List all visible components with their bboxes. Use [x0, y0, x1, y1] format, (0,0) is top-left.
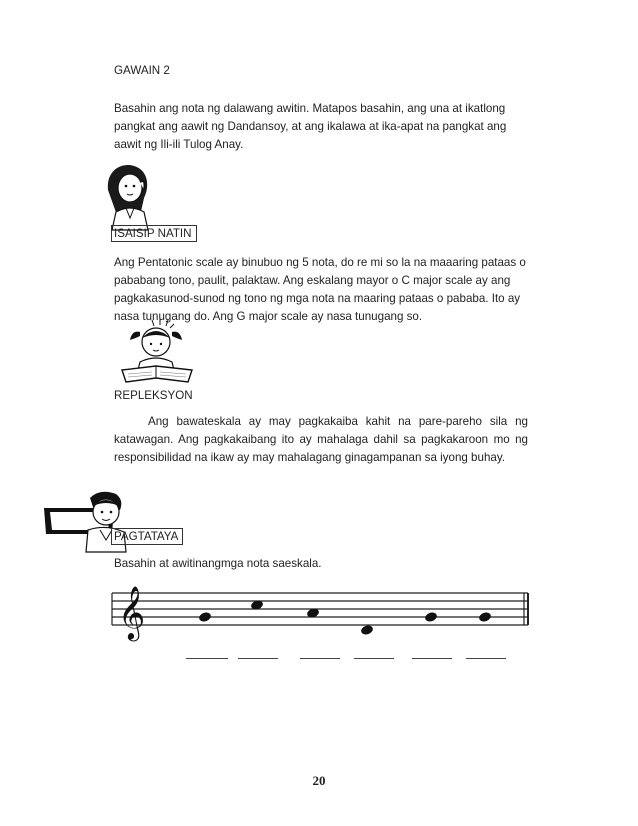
answer-blank-6[interactable]	[466, 658, 506, 659]
answer-blank-3[interactable]	[300, 658, 340, 659]
repleksyon-text: Ang bawateskala ay may pagkakaiba kahit na pare-pareho sila ng katawagan. Ang pagkakaibang ito ay mahalaga dahil sa pagkakaroon mo ng responsibilidad na ikaw ay may mahalagang ginagampanan sa iyong buhay.	[114, 415, 528, 464]
note-6	[478, 611, 492, 623]
answer-blank-5[interactable]	[412, 658, 452, 659]
music-staff	[112, 585, 532, 642]
page-number: 20	[312, 773, 326, 788]
gawain-title: GAWAIN 2	[114, 64, 170, 77]
treble-clef-icon: 𝄞	[118, 585, 146, 639]
answer-blank-2[interactable]	[238, 658, 278, 659]
isaisip-label: ISAISIP NATIN	[111, 225, 197, 242]
reading-girl-illustration	[118, 318, 196, 386]
answer-blank-4[interactable]	[354, 658, 394, 659]
thinking-girl-illustration	[100, 160, 160, 230]
answer-blank-1[interactable]	[186, 658, 228, 659]
gawain-instructions: Basahin ang nota ng dalawang awitin. Matapos basahin, ang una at ikatlong pangkat ang aawit ng Dandansoy, at ang ikalawa at ika-apat na pangkat ang aawit ng Ili-ili Tulog Anay.	[114, 102, 507, 151]
isaisip-text: Ang Pentatonic scale ay binubuo ng 5 nota, do re mi so la na maaaring pataas o pababang tono, paulit, palaktaw. Ang eskalang mayor o C major scale ay ang pagkakasunod-sunod ng tono ng mga nota na maaring pataas o pababa. Ito ay nasa tunugang do. Ang G major scale ay nasa tunugang so.	[114, 256, 526, 323]
repleksyon-label: REPLEKSYON	[114, 389, 193, 402]
pagtataya-label: PAGTATAYA	[111, 528, 183, 545]
note-1	[198, 611, 212, 623]
staff-lines	[112, 593, 528, 625]
pagtataya-instruction: Basahin at awitinangmga nota saeskala.	[114, 557, 322, 570]
note-4	[360, 624, 374, 636]
note-5	[424, 611, 438, 623]
